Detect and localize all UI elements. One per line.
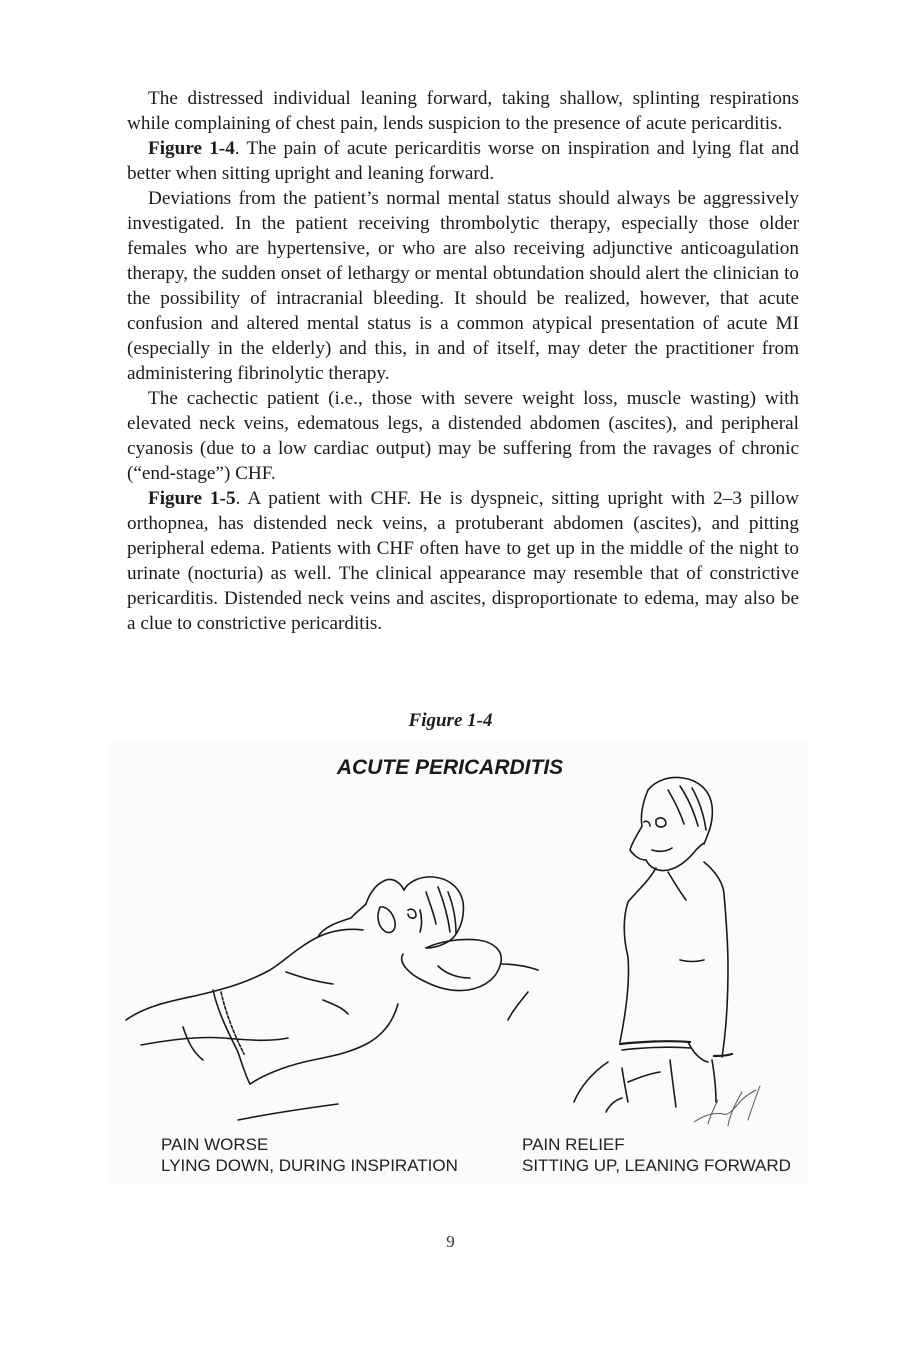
paragraph-4 (127, 386, 799, 486)
pain-relief-conditions: SITTING UP, LEANING FORWARD (522, 1156, 791, 1175)
paragraph-3-text: Deviations from the patient’s normal mental status should always be aggressively investigated. In the patient receiving thrombolytic therapy, especially those older females who are hypertensive, or who are also receiving adjunctive anticoagulation therapy, the sudden onset of lethargy or mental obtundation should alert the clinician to the possibility of intracranial bleeding. It should be realized, however, that acute confusion and altered mental status is a common atypical presentation of acute MI (especially in the elderly) and this, in and of itself, may deter the practitioner from administering fibrinolytic therapy. (127, 188, 799, 384)
right-panel-label (522, 1134, 791, 1176)
figure-1-5-reference: Figure 1-5 (148, 488, 236, 509)
figure-caption: Figure 1-4 (408, 710, 493, 731)
figure-1-4 (108, 742, 808, 1184)
paragraph-5-text: . A patient with CHF. He is dyspneic, sitting upright with 2–3 pillow orthopnea, has distended neck veins, a protuberant abdomen (ascites), and pitting peripheral edema. Patients with CHF often have to get up in the middle of the night to urinate (nocturia) as well. The clinical appearance may resemble that of constrictive pericarditis. Distended neck veins and ascites, disproportionate to edema, may also be a clue to constrictive pericarditis. (127, 488, 799, 634)
lying-man-drawing (126, 877, 538, 1120)
pain-worse-conditions: LYING DOWN, DURING INSPIRATION (161, 1156, 458, 1175)
paragraph-3 (127, 186, 799, 386)
figure-title: ACUTE PERICARDITIS (336, 756, 564, 779)
illustration (108, 742, 808, 1184)
artist-signature (694, 1086, 760, 1126)
paragraph-figure-1-4-description (127, 136, 799, 186)
paragraph-1 (127, 86, 799, 136)
figure-1-4-reference: Figure 1-4 (148, 138, 235, 159)
page-number: 9 (446, 1232, 455, 1251)
left-panel-label (161, 1134, 458, 1176)
paragraph-2-text: . The pain of acute pericarditis worse on inspiration and lying flat and better when sitting upright and leaning forward. (127, 138, 799, 184)
body-text (127, 86, 799, 636)
pain-relief-label: PAIN RELIEF (522, 1135, 625, 1154)
paragraph-4-text: The cachectic patient (i.e., those with severe weight loss, muscle wasting) with elevated neck veins, edematous legs, a distended abdomen (ascites), and peripheral cyanosis (due to a low cardiac output) may be suffering from the ravages of chronic (“end-stage”) CHF. (127, 388, 799, 484)
paragraph-1-text: The distressed individual leaning forward, taking shallow, splinting respirations while complaining of chest pain, lends suspicion to the presence of acute pericarditis. (127, 88, 799, 134)
sitting-man-drawing (574, 778, 732, 1113)
pain-worse-label: PAIN WORSE (161, 1135, 269, 1154)
paragraph-figure-1-5-description (127, 486, 799, 636)
